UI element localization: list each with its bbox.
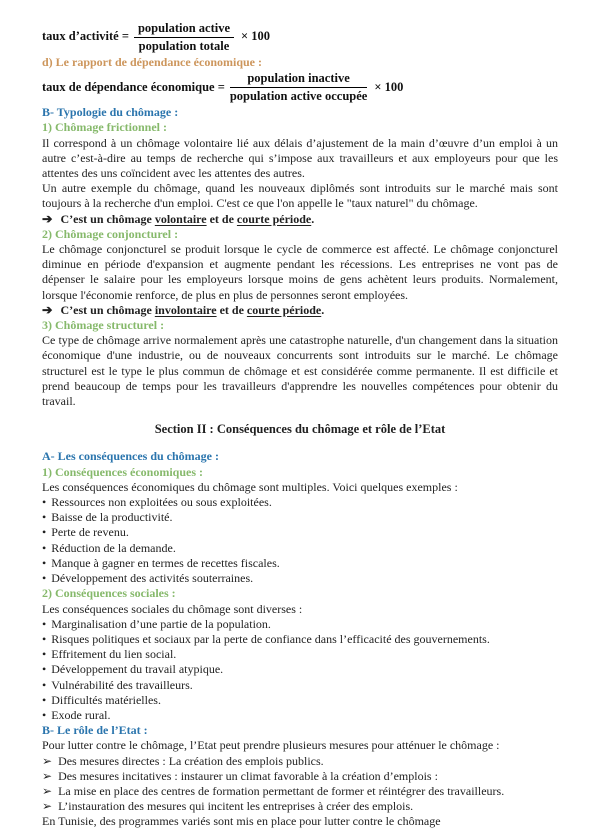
bullet-icon: •: [42, 662, 47, 677]
paragraph: En Tunisie, des programmes variés sont mis en place pour lutter contre le chômage: [42, 814, 441, 829]
text-segment: courte période: [246, 302, 322, 317]
arrow-icon: ➔: [42, 211, 53, 226]
text-segment: volontaire: [154, 211, 207, 226]
list-item: [42, 510, 558, 525]
paragraph: Les conséquences économiques du chômage sont multiples. Voici quelques exemples :: [42, 479, 458, 494]
bullet-icon: •: [42, 495, 47, 510]
text-segment: involontaire: [154, 302, 217, 317]
list-item: [42, 799, 558, 814]
list-item: [42, 754, 558, 769]
conclusion-line: [42, 303, 558, 318]
list-item: [42, 662, 558, 677]
heading-chomage-frictionnel: 1) Chômage frictionnel :: [42, 120, 167, 135]
formula-taux-activite: [42, 21, 558, 53]
heading-role-etat: B- Le rôle de l’Etat :: [42, 723, 148, 738]
list-item-text: Développement des activités souterraines.: [51, 571, 254, 586]
list-item-text: Risques politiques et sociaux par la perte de confiance dans l’efficacité des gouvernements.: [51, 631, 490, 646]
formula-suffix: × 100: [374, 79, 404, 94]
bullet-icon: •: [42, 692, 47, 707]
list-item-text: Difficultés matérielles.: [51, 692, 161, 707]
fraction-denominator: population totale: [138, 38, 230, 53]
bullet-icon: •: [42, 647, 47, 662]
bullet-icon: •: [42, 616, 47, 631]
list-item-text: Effritement du lien social.: [51, 647, 177, 662]
text-segment: et de: [216, 302, 247, 317]
arrowhead-bullet-icon: ➢: [42, 753, 53, 768]
bullet-icon: •: [42, 707, 47, 722]
formula-lhs: taux de dépendance économique =: [42, 79, 225, 94]
conclusion-line: [42, 212, 558, 227]
text-segment: C’est un chômage: [60, 211, 155, 226]
list-item-text: Des mesures incitatives : instaurer un climat favorable à la création d’emplois :: [58, 768, 438, 783]
list-item: [42, 678, 558, 693]
list-item: [42, 556, 558, 571]
list-item-text: Marginalisation d’une partie de la population.: [51, 616, 271, 631]
text-segment: C’est un chômage: [60, 302, 155, 317]
bullet-icon: •: [42, 525, 47, 540]
formula-taux-dependance: [42, 71, 558, 103]
list-item-text: L’instauration des mesures qui incitent les entreprises à créer des emplois.: [58, 799, 414, 814]
text-segment: et de: [206, 211, 237, 226]
list-item: [42, 541, 558, 556]
text-segment: courte période: [236, 211, 312, 226]
fraction: [134, 21, 234, 53]
bullet-icon: •: [42, 631, 47, 646]
list-item: [42, 769, 558, 784]
bullet-icon: •: [42, 571, 47, 586]
paragraph: Un autre exemple du chômage, quand les nouveaux diplômés sont introduits sur le marché mais sont toujours à la recherche d'un emploi. C'est ce que l'on appelle le "taux naturel" du chômage.: [42, 181, 558, 211]
list-item: [42, 784, 558, 799]
arrowhead-bullet-icon: ➢: [42, 799, 53, 814]
list-item-text: Développement du travail atypique.: [51, 662, 224, 677]
section-title: Section II : Conséquences du chômage et rôle de l’Etat: [154, 422, 446, 437]
arrow-icon: ➔: [42, 302, 53, 317]
list-item-text: Manque à gagner en termes de recettes fiscales.: [51, 555, 280, 570]
heading-chomage-structurel: 3) Chômage structurel :: [42, 318, 165, 333]
list-item: [42, 708, 558, 723]
list-item: [42, 571, 558, 586]
list-item: [42, 525, 558, 540]
paragraph: Il correspond à un chômage volontaire lié aux délais d’ajustement de la main d’œuvre d’un emploi à un autre c’est-à-dire au temps de recherche qui s’impose aux travailleurs et aux employeurs pour que les attentes des uns coïncident avec les attentes des autres.: [42, 135, 558, 181]
list-item: [42, 632, 558, 647]
bullet-icon: •: [42, 510, 47, 525]
paragraph: Les conséquences sociales du chômage sont diverses :: [42, 601, 303, 616]
heading-chomage-conjoncturel: 2) Chômage conjoncturel :: [42, 226, 179, 241]
list-item-text: Baisse de la productivité.: [51, 510, 173, 525]
arrowhead-bullet-icon: ➢: [42, 783, 53, 798]
heading-consequences: A- Les conséquences du chômage :: [42, 449, 219, 464]
formula-lhs: taux d’activité =: [42, 29, 129, 44]
list-item-text: Exode rural.: [51, 707, 111, 722]
list-item-text: Des mesures directes : La création des emplois publics.: [58, 753, 324, 768]
paragraph: Pour lutter contre le chômage, l’Etat peut prendre plusieurs mesures pour atténuer le chômage :: [42, 738, 500, 753]
list-item-text: Réduction de la demande.: [51, 540, 176, 555]
fraction-numerator: population inactive: [230, 71, 368, 88]
text-segment: .: [311, 211, 315, 226]
paragraph: Le chômage conjoncturel se produit lorsque le cycle de commerce est affecté. Le chômage conjoncturel diminue en période d'expansion et augmente pendant les récessions. Les entreprises ne vont pas de dépenser le salaire pour les employeurs lorsque moins de gens achètent leurs produits. Normalement, lorsque l'économie renforce, de plus en plus de personnes seront employées.: [42, 242, 558, 302]
paragraph: Ce type de chômage arrive normalement après une catastrophe naturelle, d'un changement dans la situation économique d'une industrie, ou de nouveaux concurrents sont introduits sur le marché. Le chômage structurel est le type le plus commun de chômage et est considérée comme permanente. Il est difficile et prend beaucoup de temps pour les travailleurs d'apprendre les nouvelles compétences pour obtenir du travail.: [42, 333, 558, 409]
bullet-icon: •: [42, 540, 47, 555]
list-item: [42, 495, 558, 510]
formula-suffix: × 100: [241, 29, 271, 44]
list-item-text: Vulnérabilité des travailleurs.: [51, 677, 193, 692]
heading-consequences-economiques: 1) Conséquences économiques :: [42, 464, 203, 479]
list-item-text: Ressources non exploitées ou sous exploitées.: [51, 495, 272, 510]
heading-typologie: B- Typologie du chômage :: [42, 105, 179, 120]
text-segment: .: [321, 302, 325, 317]
list-item-text: Perte de revenu.: [51, 525, 129, 540]
fraction: [230, 71, 368, 103]
heading-consequences-sociales: 2) Conséquences sociales :: [42, 586, 176, 601]
heading-rapport-dependance: d) Le rapport de dépendance économique :: [42, 55, 262, 69]
list-item: [42, 617, 558, 632]
fraction-numerator: population active: [134, 21, 234, 38]
fraction-denominator: population active occupée: [229, 88, 368, 103]
list-item: [42, 647, 558, 662]
list-item-text: La mise en place des centres de formation permettant de former et réintégrer des travailleurs.: [58, 783, 505, 798]
bullet-icon: •: [42, 677, 47, 692]
list-item: [42, 693, 558, 708]
bullet-icon: •: [42, 555, 47, 570]
arrowhead-bullet-icon: ➢: [42, 768, 53, 783]
